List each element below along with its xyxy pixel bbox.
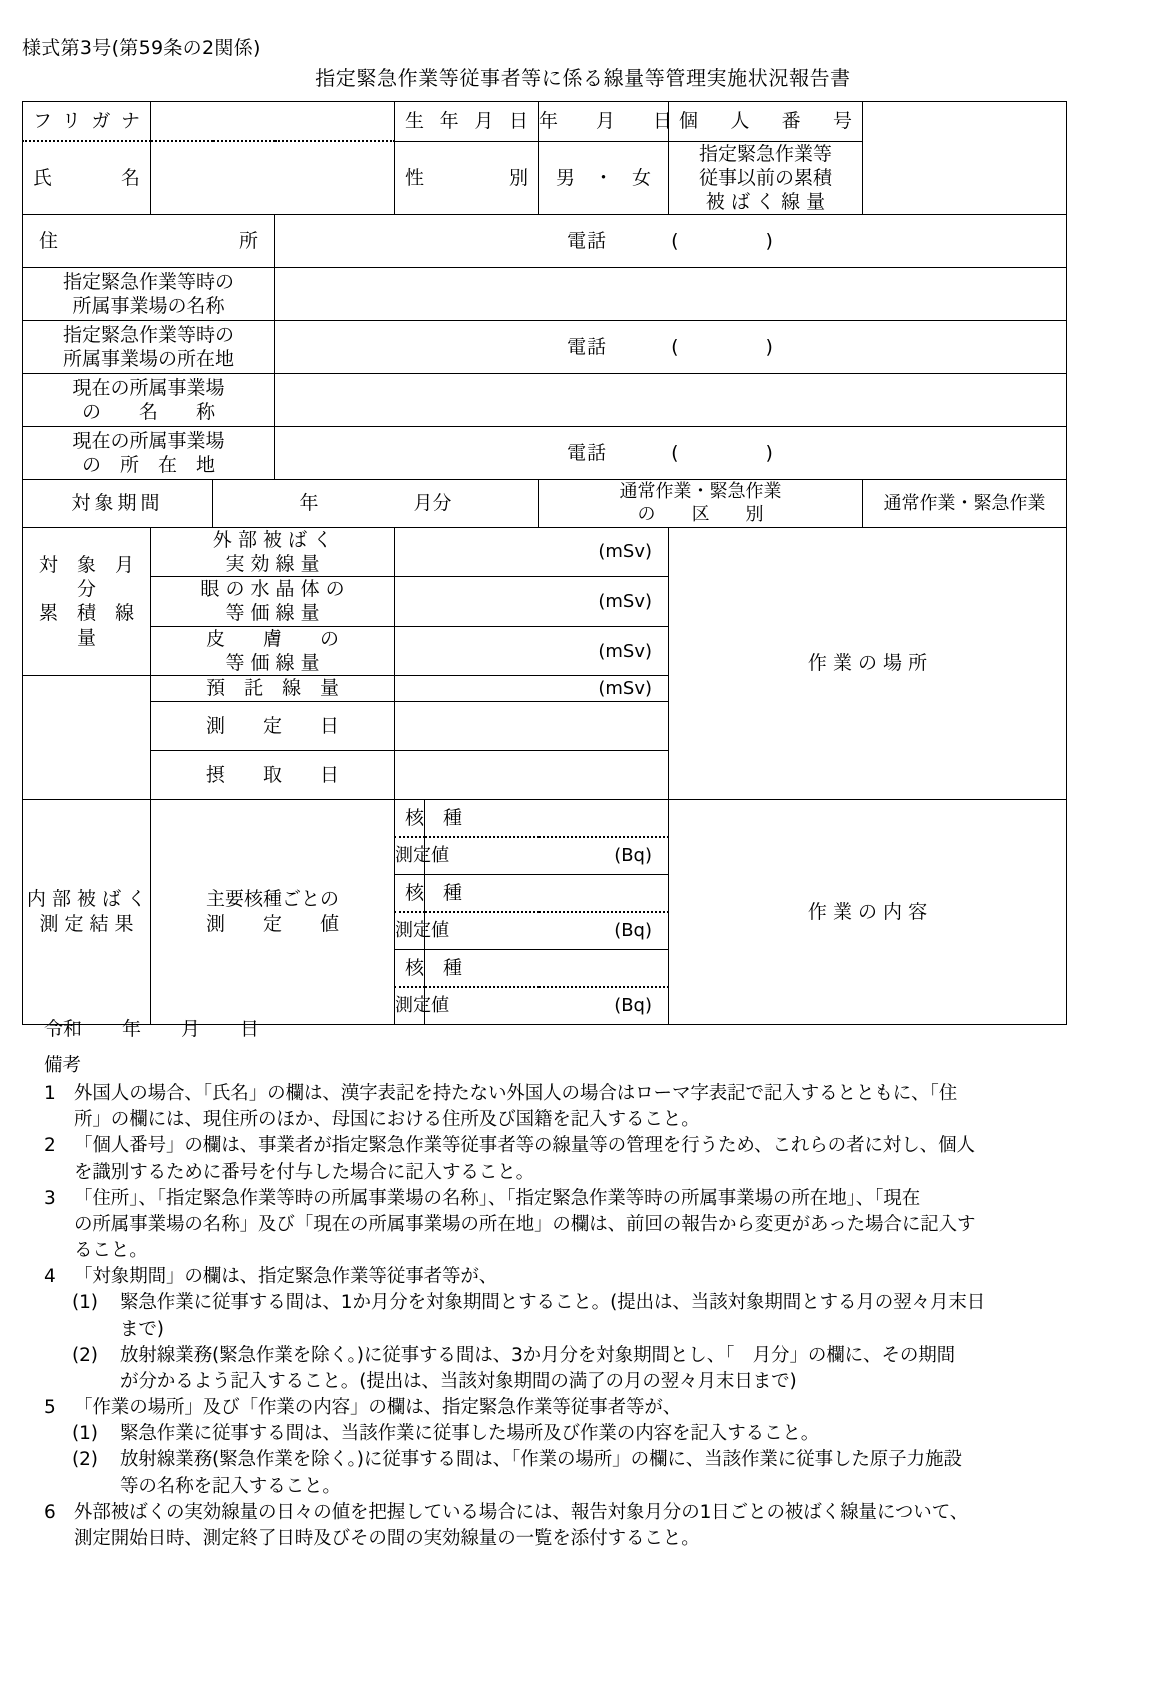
skin-dose-label: 皮 膚 の 等 価 線 量 — [151, 626, 395, 676]
remark-note-1-cont — [44, 1107, 1134, 1132]
remark-note-6-line-1: 外部被ばくの実効線量の日々の値を把握している場合には、報告対象月分の1日ごとの被ばく線量について、 — [74, 1501, 969, 1523]
month-label: 月 — [181, 1018, 201, 1040]
birthdate-label: 生 年 月 日 — [395, 102, 539, 142]
remark-note-4-number: 4 — [44, 1266, 56, 1288]
address-label: 住 所 — [23, 215, 275, 268]
remark-note-5-sub-1-line-1: 緊急作業に従事する間は、当該作業に従事した場所及び作業の内容を記入すること。 — [120, 1423, 820, 1445]
remark-note-4-sub-1-line-2: まで) — [120, 1318, 164, 1340]
work-place-cell[interactable]: 作 業 の 場 所 — [669, 527, 1067, 799]
target-period-label: 対象期間 — [23, 480, 213, 527]
emergency-workplace-name-field[interactable] — [275, 268, 1067, 321]
monthly-cumulative-label: 対 象 月 分 累 積 線 量 — [23, 527, 151, 676]
nuclide-3-measured-label: 測定値 — [395, 987, 425, 1025]
remark-note-6 — [44, 1500, 1134, 1525]
work-category-label: 通常作業・緊急作業 の 区 別 — [539, 480, 863, 527]
personal-number-field[interactable] — [863, 102, 1067, 215]
remark-note-1-number: 1 — [44, 1083, 56, 1105]
remarks-section — [44, 1053, 1134, 1552]
intake-date-label: 摂 取 日 — [151, 750, 395, 799]
birthdate-value[interactable]: 年 月 日 — [539, 102, 669, 142]
remark-note-2 — [44, 1133, 1134, 1158]
table-row-nuclide-1-name — [23, 799, 1067, 837]
gender-label: 性 別 — [395, 141, 539, 215]
table-row-furigana — [23, 102, 1067, 142]
remark-note-4-sub-2-cont — [44, 1369, 1134, 1394]
emergency-workplace-address-field[interactable]: 電話 ( ) — [275, 321, 1067, 374]
remark-note-5 — [44, 1395, 1134, 1420]
form-number: 様式第3号(第59条の2関係) — [22, 37, 261, 59]
current-workplace-name-label: 現在の所属事業場 の 名 称 — [23, 374, 275, 427]
nuclide-1-measured-label: 測定値 — [395, 837, 425, 875]
remark-note-5-line-1: 「作業の場所」及び「作業の内容」の欄は、指定緊急作業等従事者等が、 — [74, 1397, 682, 1419]
furigana-label: フリガナ — [23, 102, 151, 142]
remark-note-4-line-1: 「対象期間」の欄は、指定緊急作業等従事者等が、 — [74, 1266, 498, 1288]
remark-note-5-sub-2-line-1: 放射線業務(緊急作業を除く。)に従事する間は、「作業の場所」の欄に、当該作業に従事した原子力施設 — [120, 1449, 962, 1471]
target-period-value[interactable]: 年 月分 — [213, 480, 539, 527]
lens-dose-label: 眼 の 水 晶 体 の 等 価 線 量 — [151, 577, 395, 627]
internal-exposure-spacer — [23, 676, 151, 799]
lens-dose-field[interactable]: (mSv) — [395, 577, 669, 627]
current-workplace-address-label: 現在の所属事業場 の 所 在 地 — [23, 427, 275, 480]
remark-note-1-line-1: 外国人の場合、「氏名」の欄は、漢字表記を持たない外国人の場合はローマ字表記で記入するとともに、「住 — [74, 1083, 958, 1105]
remark-note-4-sub-2-line-1: 放射線業務(緊急作業を除く。)に従事する間は、3か月分を対象期間とし、「 月分」の欄に、その期間 — [120, 1344, 956, 1366]
remark-note-3 — [44, 1186, 1134, 1211]
remark-note-5-sub-1 — [44, 1421, 1134, 1446]
report-form-table — [22, 101, 1067, 1025]
remark-note-5-sub-2-cont — [44, 1474, 1134, 1499]
prior-dose-label: 指定緊急作業等 従事以前の累積 被 ば く 線 量 — [669, 141, 863, 215]
table-row-current-workplace-address — [23, 427, 1067, 480]
gender-value[interactable]: 男 ・ 女 — [539, 141, 669, 215]
remark-note-4-sub-2-number: (2) — [72, 1344, 98, 1366]
remark-note-1-line-2: 所」の欄には、現住所のほか、母国における住所及び国籍を記入すること。 — [74, 1109, 700, 1131]
era-label: 令和 — [44, 1018, 83, 1040]
remark-note-3-line-2: の所属事業場の名称」及び「現在の所属事業場の所在地」の欄は、前回の報告から変更があった場合に記入す — [74, 1213, 976, 1235]
remarks-title: 備考 — [44, 1055, 82, 1076]
remark-note-2-line-2: を識別するために番号を付与した場合に記入すること。 — [74, 1161, 535, 1183]
remark-note-5-sub-2-number: (2) — [72, 1449, 98, 1471]
work-content-cell[interactable]: 作 業 の 内 容 — [669, 799, 1067, 1024]
current-workplace-name-field[interactable] — [275, 374, 1067, 427]
intake-date-field[interactable] — [395, 750, 669, 799]
nuclide-1-label: 核 種 — [395, 799, 425, 837]
nuclide-group-label: 主要核種ごとの 測 定 値 — [151, 799, 395, 1024]
nuclide-1-measured-field[interactable]: (Bq) — [425, 837, 669, 875]
remark-note-4 — [44, 1264, 1134, 1289]
remark-note-5-sub-2-line-2: 等の名称を記入すること。 — [120, 1475, 341, 1497]
address-field[interactable]: 電話 ( ) — [275, 215, 1067, 268]
submission-date-line[interactable] — [44, 1014, 259, 1041]
current-workplace-address-field[interactable]: 電話 ( ) — [275, 427, 1067, 480]
nuclide-3-label: 核 種 — [395, 949, 425, 987]
remark-note-2-line-1: 「個人番号」の欄は、事業者が指定緊急作業等従事者等の線量等の管理を行うため、これらの者に対し、個人 — [74, 1135, 975, 1157]
furigana-field[interactable] — [151, 102, 395, 142]
day-label: 日 — [240, 1018, 260, 1040]
remark-note-2-number: 2 — [44, 1135, 56, 1157]
remark-note-5-sub-1-number: (1) — [72, 1423, 98, 1445]
remark-note-6-line-2: 測定開始日時、測定終了日時及びその間の実効線量の一覧を添付すること。 — [74, 1527, 700, 1549]
remark-note-4-sub-1-cont — [44, 1317, 1134, 1342]
measure-date-field[interactable] — [395, 701, 669, 750]
measure-date-label: 測 定 日 — [151, 701, 395, 750]
personal-number-label: 個 人 番 号 — [669, 102, 863, 142]
nuclide-2-measured-field[interactable]: (Bq) — [425, 912, 669, 950]
external-dose-field[interactable]: (mSv) — [395, 527, 669, 577]
remark-note-4-sub-2-line-2: が分かるよう記入すること。(提出は、当該対象期間の満了の月の翌々月末日まで) — [120, 1370, 797, 1392]
nuclide-2-measured-label: 測定値 — [395, 912, 425, 950]
remark-note-6-number: 6 — [44, 1501, 56, 1523]
emergency-workplace-name-label: 指定緊急作業等時の 所属事業場の名称 — [23, 268, 275, 321]
remark-note-4-sub-1-line-1: 緊急作業に従事する間は、1か月分を対象期間とすること。(提出は、当該対象期間とする月の翌々月末日 — [120, 1292, 986, 1314]
committed-dose-field[interactable]: (mSv) — [395, 676, 669, 701]
remark-note-5-sub-2 — [44, 1447, 1134, 1472]
table-row-address — [23, 215, 1067, 268]
remark-note-3-cont-2 — [44, 1238, 1134, 1263]
table-row-current-workplace-name — [23, 374, 1067, 427]
remark-note-2-cont — [44, 1160, 1134, 1185]
remark-note-4-sub-1 — [44, 1290, 1134, 1315]
remark-note-3-line-3: ること。 — [74, 1240, 148, 1262]
work-category-right-label: 通常作業・緊急作業 — [863, 480, 1067, 527]
remark-note-4-sub-1-number: (1) — [72, 1292, 98, 1314]
table-row-emergency-workplace-address — [23, 321, 1067, 374]
committed-dose-label: 預 託 線 量 — [151, 676, 395, 701]
name-field[interactable] — [151, 141, 395, 215]
document-title: 指定緊急作業等従事者等に係る線量等管理実施状況報告書 — [315, 66, 851, 90]
remark-note-4-sub-2 — [44, 1343, 1134, 1368]
remark-note-1 — [44, 1081, 1134, 1106]
remark-note-3-line-1: 「住所」、「指定緊急作業等時の所属事業場の名称」、「指定緊急作業等時の所属事業場の所在地」、「現在 — [74, 1187, 921, 1209]
table-row-target-period — [23, 480, 1067, 527]
nuclide-3-measured-field[interactable]: (Bq) — [425, 987, 669, 1025]
external-dose-label: 外 部 被 ば く 実 効 線 量 — [151, 527, 395, 577]
remark-note-3-number: 3 — [44, 1187, 56, 1209]
table-row-external-dose — [23, 527, 1067, 577]
remark-note-6-cont — [44, 1526, 1134, 1551]
table-row-emergency-workplace-name — [23, 268, 1067, 321]
remark-note-3-cont-1 — [44, 1212, 1134, 1237]
skin-dose-field[interactable]: (mSv) — [395, 626, 669, 676]
nuclide-2-label: 核 種 — [395, 874, 425, 912]
internal-result-label: 内 部 被 ば く 測 定 結 果 — [23, 799, 151, 1024]
emergency-workplace-address-label: 指定緊急作業等時の 所属事業場の所在地 — [23, 321, 275, 374]
remark-note-5-number: 5 — [44, 1397, 56, 1419]
year-label: 年 — [122, 1018, 142, 1040]
name-label: 氏 名 — [23, 141, 151, 215]
